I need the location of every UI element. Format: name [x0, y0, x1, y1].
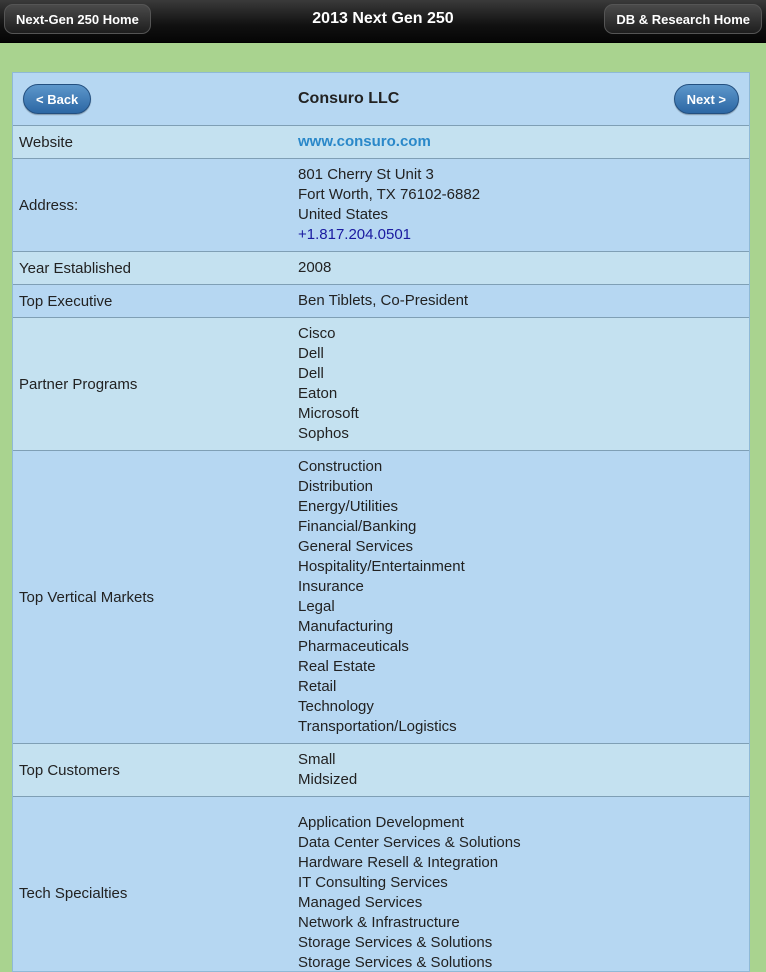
phone-link[interactable]: +1.817.204.0501 — [298, 226, 412, 243]
top-customers-row — [13, 744, 749, 797]
website-link[interactable]: www.consuro.com — [298, 133, 431, 150]
address-line: Fort Worth, TX 76102-6882 — [298, 186, 481, 203]
company-name: Consuro LLC — [298, 90, 400, 107]
address-row — [13, 159, 749, 252]
list-item: Storage Services & Solutions — [298, 934, 493, 951]
list-item: Manufacturing — [298, 618, 394, 635]
list-item: Eaton — [298, 385, 338, 402]
partner-programs-row — [13, 318, 749, 451]
list-item: Hardware Resell & Integration — [298, 854, 499, 871]
list-item: IT Consulting Services — [298, 874, 448, 891]
back-button[interactable]: < Back — [23, 84, 91, 114]
top-executive-label: Top Executive — [19, 292, 113, 310]
page-title: 2013 Next Gen 250 — [312, 10, 454, 27]
list-item: Hospitality/Entertainment — [298, 558, 465, 575]
partner-programs-label: Partner Programs — [19, 375, 138, 393]
list-item: Cisco — [298, 325, 336, 342]
list-item: Sophos — [298, 425, 349, 442]
list-item: Data Center Services & Solutions — [298, 834, 521, 851]
list-item: Dell — [298, 365, 324, 382]
panel-header — [13, 73, 749, 126]
top-executive-row — [13, 285, 749, 318]
next-gen-home-button[interactable]: Next-Gen 250 Home — [4, 4, 151, 34]
list-item: Insurance — [298, 578, 364, 595]
year-established-label: Year Established — [19, 259, 132, 277]
address-label: Address: — [19, 196, 79, 214]
list-item: Managed Services — [298, 894, 423, 911]
list-item: Energy/Utilities — [298, 498, 399, 515]
list-item: Storage Services & Solutions — [298, 954, 493, 971]
top-vertical-markets-row — [13, 451, 749, 744]
next-button[interactable]: Next > — [674, 84, 739, 114]
list-item: Network & Infrastructure — [298, 914, 460, 931]
list-item: Construction — [298, 458, 383, 475]
list-item: General Services — [298, 538, 414, 555]
top-navigation-bar — [0, 0, 766, 43]
address-line: United States — [298, 206, 389, 223]
tech-specialties-label: Tech Specialties — [19, 884, 128, 902]
list-item: Retail — [298, 678, 337, 695]
tech-specialties-row — [13, 797, 749, 972]
list-item: Financial/Banking — [298, 518, 417, 535]
top-vertical-markets-label: Top Vertical Markets — [19, 588, 155, 606]
top-executive-value: Ben Tiblets, Co-President — [298, 292, 469, 309]
list-item: Technology — [298, 698, 374, 715]
list-item: Small — [298, 751, 336, 768]
list-item: Application Development — [298, 814, 464, 831]
list-item: Legal — [298, 598, 335, 615]
year-established-row — [13, 252, 749, 285]
list-item: Distribution — [298, 478, 374, 495]
db-research-home-button[interactable]: DB & Research Home — [604, 4, 762, 34]
website-label: Website — [19, 133, 73, 151]
top-customers-label: Top Customers — [19, 761, 120, 779]
list-item: Real Estate — [298, 658, 376, 675]
list-item: Transportation/Logistics — [298, 718, 457, 735]
address-line: 801 Cherry St Unit 3 — [298, 166, 434, 183]
website-row — [13, 126, 749, 159]
year-established-value: 2008 — [298, 259, 332, 276]
list-item: Pharmaceuticals — [298, 638, 409, 655]
list-item: Microsoft — [298, 405, 359, 422]
list-item: Midsized — [298, 771, 358, 788]
list-item: Dell — [298, 345, 324, 362]
company-detail-panel — [12, 72, 750, 972]
